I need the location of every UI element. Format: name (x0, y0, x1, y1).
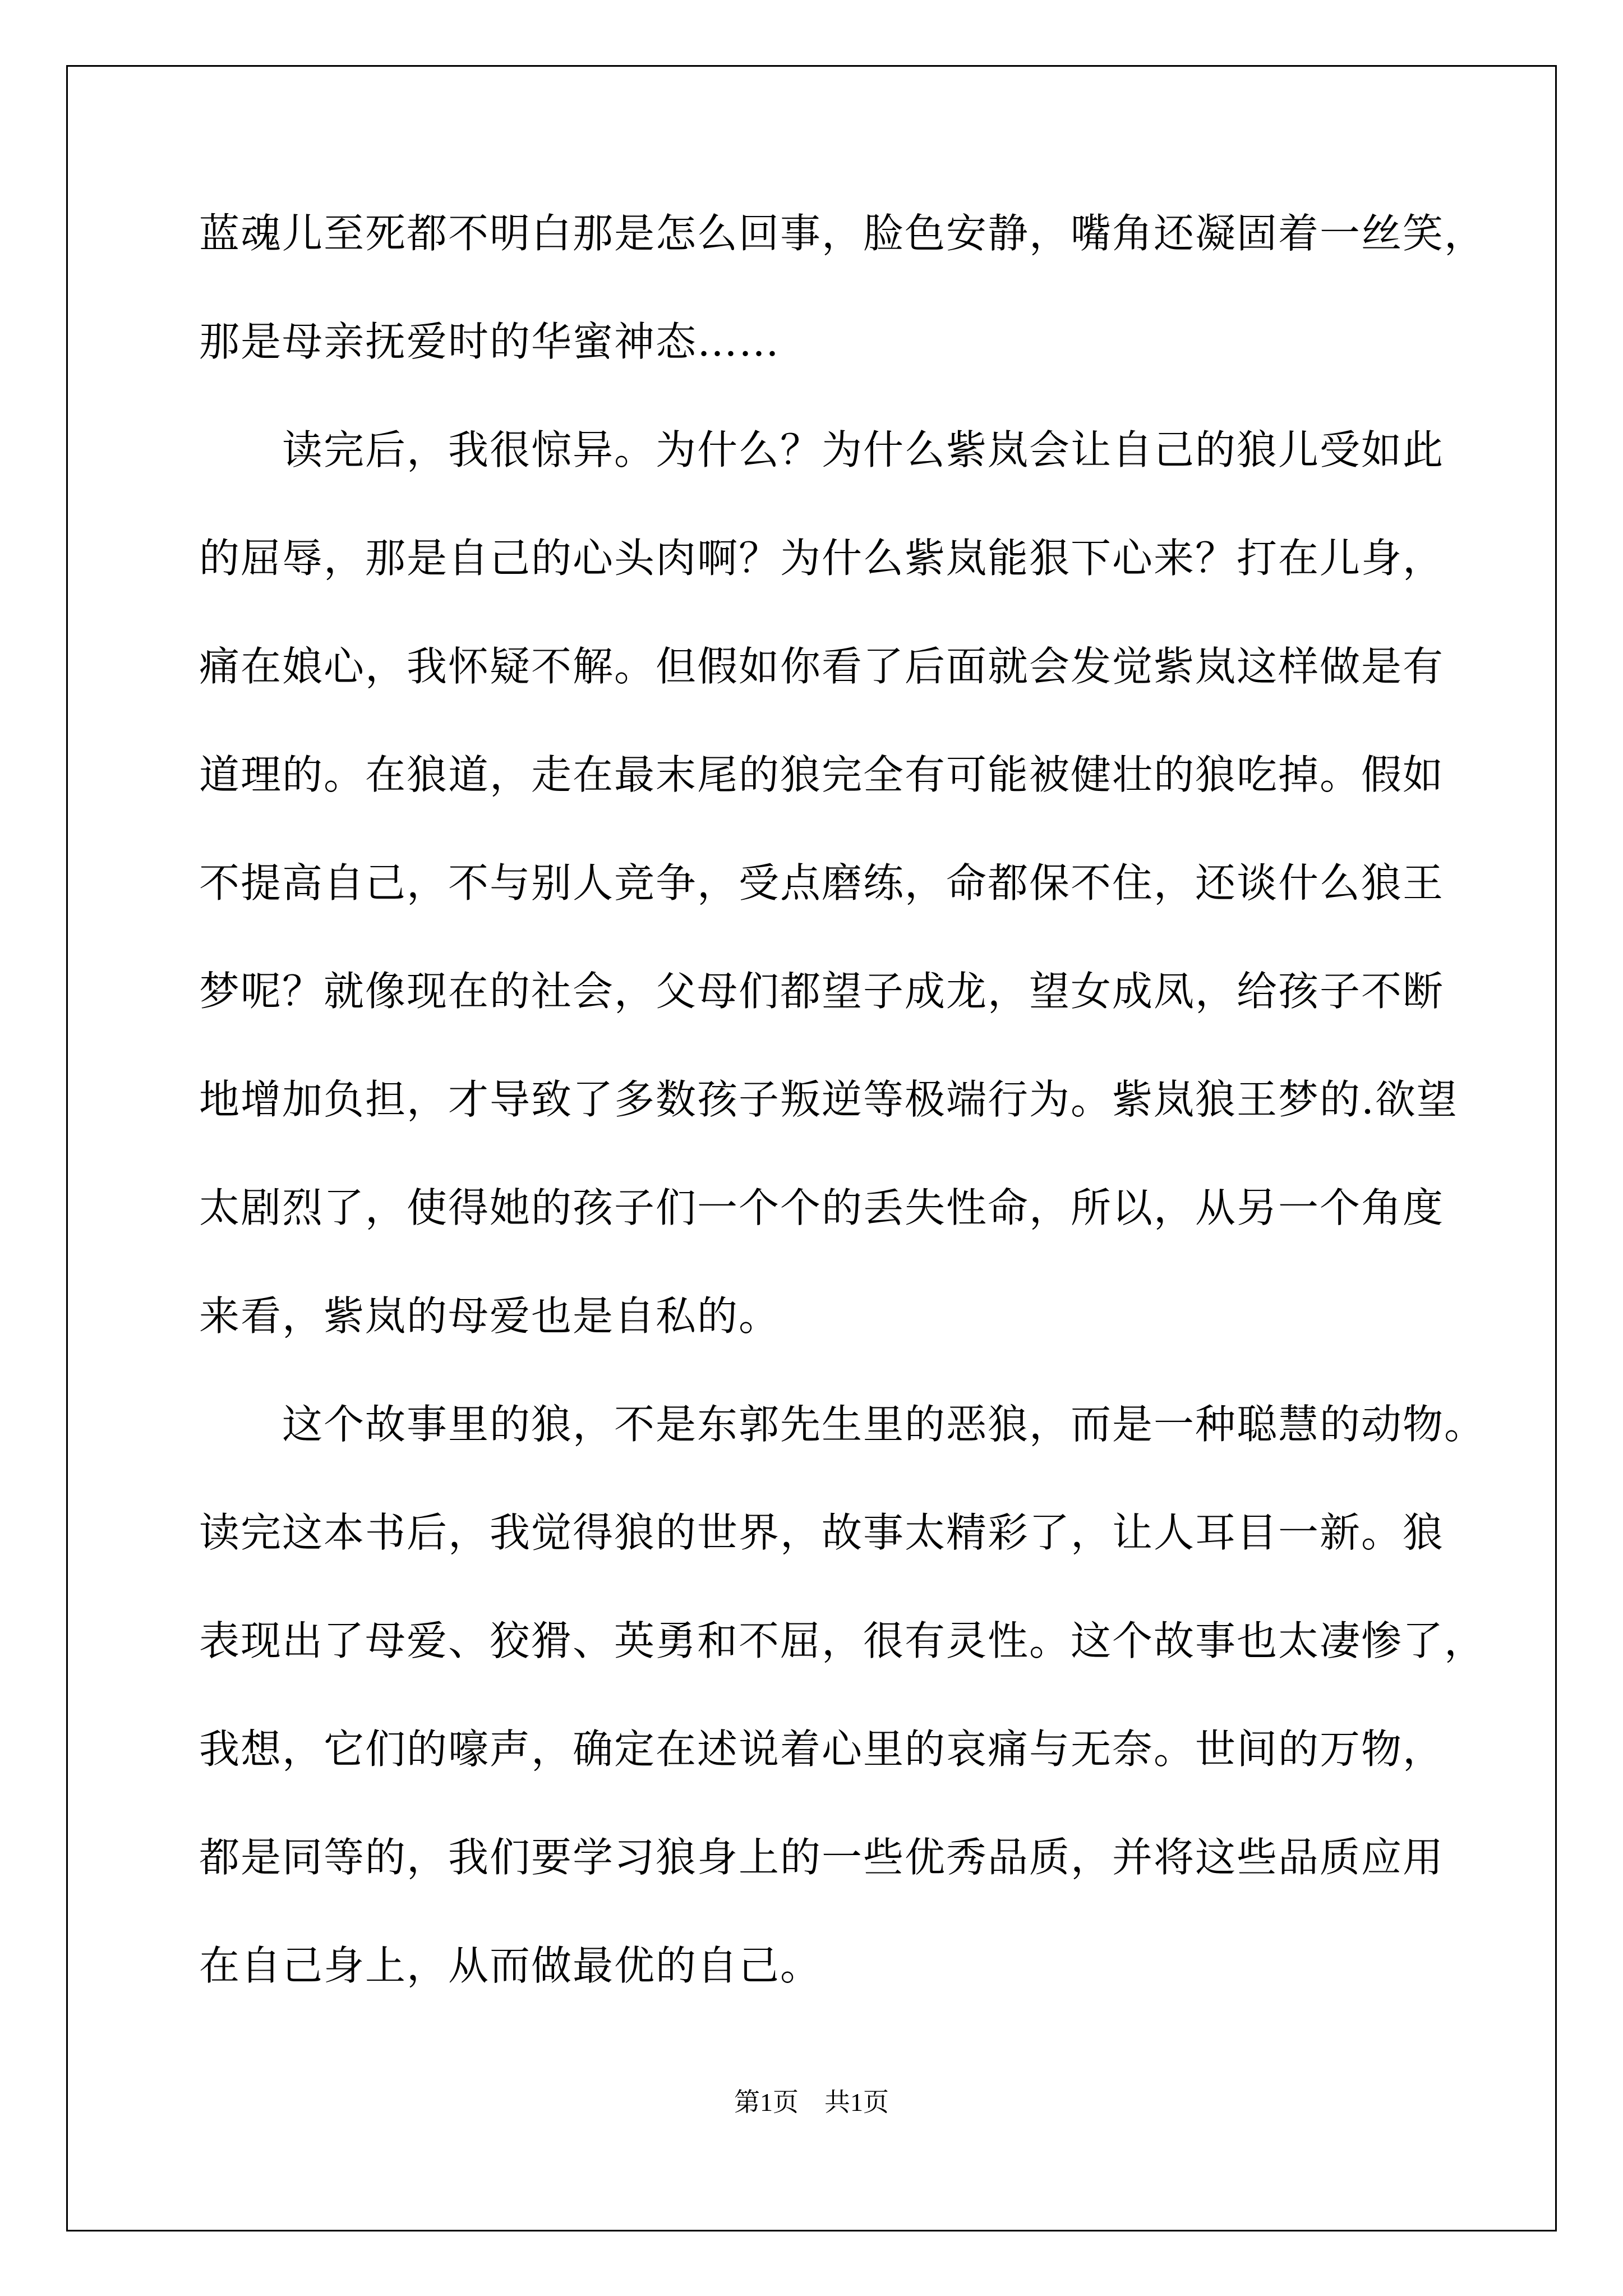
text-line: 读完这本书后，我觉得狼的世界，故事太精彩了，让人耳目一新。狼 (199, 1509, 1445, 1556)
text-line: 不提高自己，不与别人竞争，受点磨练，命都保不住，还谈什么狼王 (199, 859, 1445, 907)
page-number: 第1页 共1页 (734, 2088, 889, 2116)
text-line: 梦呢？就像现在的社会，父母们都望子成龙，望女成凤，给孩子不断 (199, 968, 1445, 1015)
text-line: 表现出了母爱、狡猾、英勇和不屈，很有灵性。这个故事也太凄惨了， (199, 1617, 1486, 1664)
text-line: 的屈辱，那是自己的心头肉啊？为什么紫岚能狠下心来？打在儿身， (199, 535, 1445, 582)
document-body (199, 210, 1486, 2054)
text-line: 蓝魂儿至死都不明白那是怎么回事，脸色安静，嘴角还凝固着一丝笑， (199, 210, 1486, 257)
text-line: 痛在娘心，我怀疑不解。但假如你看了后面就会发觉紫岚这样做是有 (199, 643, 1445, 690)
text-line: 在自己身上，从而做最优的自己。 (199, 1942, 822, 1989)
text-line: 那是母亲抚爱时的华蜜神态…… (199, 318, 781, 365)
text-line: 来看，紫岚的母爱也是自私的。 (199, 1292, 781, 1340)
text-line: 太剧烈了，使得她的孩子们一个个的丢失性命，所以，从另一个角度 (199, 1184, 1445, 1231)
paragraph-first-line: 读完后，我很惊异。为什么？为什么紫岚会让自己的狼儿受如此 (282, 426, 1445, 473)
text-line: 道理的。在狼道，走在最末尾的狼完全有可能被健壮的狼吃掉。假如 (199, 751, 1445, 798)
text-line: 我想，它们的嚎声，确定在述说着心里的哀痛与无奈。世间的万物， (199, 1726, 1445, 1773)
text-line: 都是同等的，我们要学习狼身上的一些优秀品质，并将这些品质应用 (199, 1834, 1445, 1881)
paragraph-first-line: 这个故事里的狼，不是东郭先生里的恶狼，而是一种聪慧的动物。 (282, 1401, 1486, 1448)
text-line: 地增加负担，才导致了多数孩子叛逆等极端行为。紫岚狼王梦的.欲望 (199, 1076, 1458, 1123)
